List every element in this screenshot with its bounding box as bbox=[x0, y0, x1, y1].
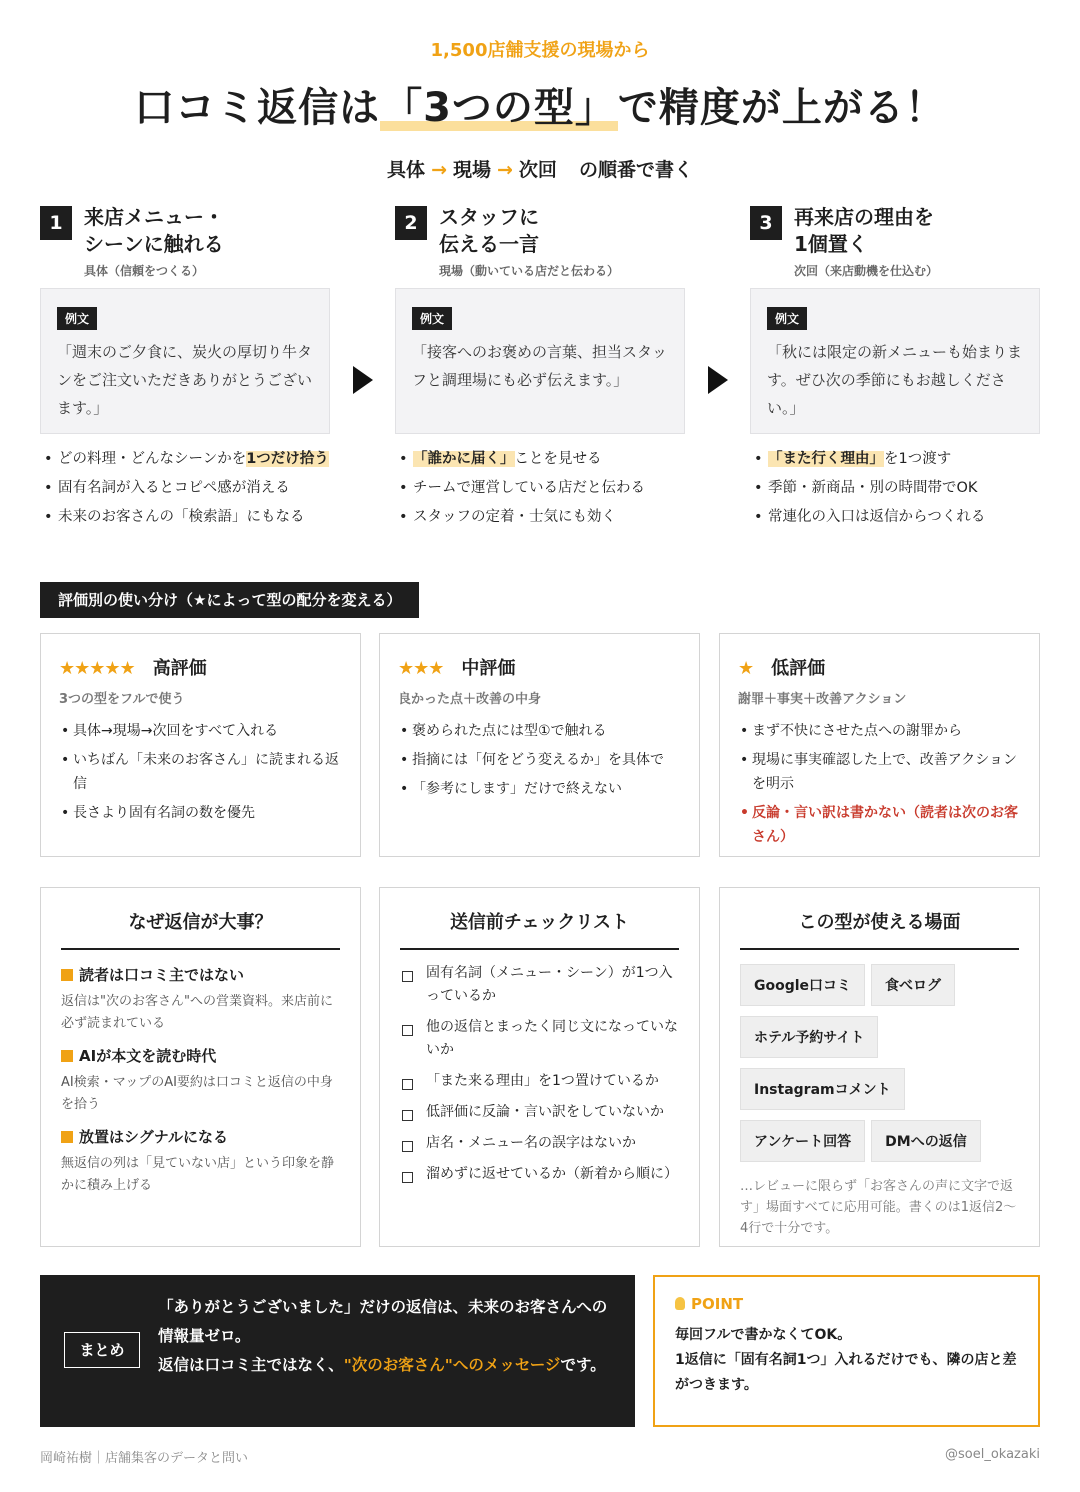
step-bullets bbox=[40, 448, 330, 529]
point-title: POINT bbox=[691, 1295, 744, 1313]
summary-emphasis: "次のお客さん"へのメッセージ bbox=[343, 1356, 561, 1374]
example-box bbox=[40, 288, 330, 434]
bullet-highlight: 「誰かに届く」 bbox=[413, 451, 515, 467]
rating-card-high bbox=[40, 633, 361, 857]
pretitle: 1,500店舗支援の現場から bbox=[430, 40, 650, 61]
example-tag: 例文 bbox=[412, 307, 452, 330]
why-item bbox=[61, 1126, 340, 1197]
bullet-text: を1つ渡す bbox=[884, 451, 952, 467]
card-title: 送信前チェックリスト bbox=[400, 908, 679, 950]
step-subtitle: 現場（動いている店だと伝わる） bbox=[439, 264, 620, 278]
subtitle bbox=[0, 155, 1080, 182]
example-text: 「秋には限定の新メニューも始まります。ぜひ次の季節にもお越しください。」 bbox=[767, 343, 1023, 417]
bullet-text: どの料理・どんなシーンかを bbox=[58, 451, 247, 467]
header bbox=[0, 36, 1080, 182]
section-label: 評価別の使い分け（★によって型の配分を変える） bbox=[40, 582, 419, 618]
rating-name: 低評価 bbox=[771, 658, 826, 679]
why-item bbox=[61, 1045, 340, 1116]
scene-note: …レビューに限らず「お客さんの声に文字で返す」場面すべてに応用可能。書くのは1返信2〜4行で十分です。 bbox=[740, 1179, 1017, 1236]
step-subtitle: 具体（信頼をつくる） bbox=[84, 264, 205, 278]
why-head bbox=[61, 1045, 340, 1066]
page-title bbox=[0, 76, 1080, 133]
checklist-item: 低評価に反論・言い訳をしていないか bbox=[400, 1101, 679, 1124]
step-title-line: 1個置く bbox=[794, 232, 868, 256]
why-head bbox=[61, 1126, 340, 1147]
example-tag: 例文 bbox=[767, 307, 807, 330]
why-head-text: 読者は口コミ主ではない bbox=[79, 966, 245, 984]
checklist-item: 溜めずに返せているか（新着から順に） bbox=[400, 1163, 679, 1186]
summary-box bbox=[40, 1275, 635, 1427]
list-item: • 固有名詞が入るとコピペ感が消える bbox=[40, 477, 330, 500]
rating-subtitle: 3つの型をフルで使う bbox=[59, 692, 185, 707]
list-item: • 現場に事実確認した上で、改善アクションを明示 bbox=[738, 748, 1021, 796]
star-icon: ★★★ bbox=[398, 658, 444, 679]
star-icon: ★★★★★ bbox=[59, 658, 135, 679]
step-card-1 bbox=[40, 204, 330, 535]
list-item: • まず不快にさせた点への謝罪から bbox=[738, 719, 1021, 743]
subtitle-step-1: 具体 bbox=[387, 159, 426, 181]
checklist-item: 「また来る理由」を1つ置けているか bbox=[400, 1070, 679, 1093]
step-head bbox=[40, 204, 330, 286]
step-title-line: シーンに触れる bbox=[84, 232, 224, 256]
title-pre: 口コミ返信は bbox=[134, 85, 381, 131]
footer-handle: @soel_okazaki bbox=[945, 1447, 1040, 1462]
step-title-line: スタッフに bbox=[439, 205, 539, 229]
point-line: 毎回フルで書かなくてOK。 bbox=[675, 1327, 852, 1343]
warning-item: • 反論・言い訳は書かない（読者は次のお客さん） bbox=[738, 801, 1021, 849]
step-bullets bbox=[750, 448, 1040, 529]
why-item bbox=[61, 964, 340, 1035]
step-title-line: 来店メニュー・ bbox=[84, 205, 224, 229]
square-bullet-icon bbox=[61, 969, 73, 981]
why-list bbox=[61, 964, 340, 1197]
subtitle-tail: の順番で書く bbox=[578, 159, 693, 181]
subtitle-step-3: 次回 bbox=[518, 159, 557, 181]
point-header bbox=[675, 1295, 1018, 1313]
why-body: AI検索・マップのAI要約は口コミと返信の中身を拾う bbox=[61, 1075, 333, 1112]
rating-list bbox=[398, 719, 681, 801]
rating-list bbox=[738, 719, 1021, 849]
arrow-right-icon bbox=[708, 366, 728, 394]
why-body: 無返信の列は「見ていない店」という印象を静かに積み上げる bbox=[61, 1156, 335, 1193]
list-item: • 季節・新商品・別の時間帯でOK bbox=[750, 477, 1040, 500]
why-card bbox=[40, 887, 361, 1247]
why-head-text: AIが本文を読む時代 bbox=[79, 1047, 217, 1065]
square-bullet-icon bbox=[61, 1131, 73, 1143]
step-number: 2 bbox=[395, 206, 427, 240]
bullet-text: ことを見せる bbox=[514, 451, 602, 467]
lightbulb-icon bbox=[675, 1297, 685, 1310]
why-body: 返信は"次のお客さん"への営業資料。来店前に必ず読まれている bbox=[61, 994, 333, 1031]
point-box bbox=[653, 1275, 1040, 1427]
rating-header bbox=[59, 654, 342, 680]
list-item: • スタッフの定着・士気にも効く bbox=[395, 506, 685, 529]
scene-chips bbox=[740, 964, 1019, 1172]
scene-chip: ホテル予約サイト bbox=[740, 1016, 878, 1058]
rating-header bbox=[398, 654, 681, 680]
example-text: 「接客へのお褒めの言葉、担当スタッフと調理場にも必ず伝えます。」 bbox=[412, 343, 668, 389]
square-bullet-icon bbox=[61, 1050, 73, 1062]
step-head bbox=[750, 204, 1040, 286]
arrow-icon: → bbox=[497, 159, 513, 181]
scenes-card bbox=[719, 887, 1040, 1247]
scene-chip: Instagramコメント bbox=[740, 1068, 905, 1110]
subtitle-step-2: 現場 bbox=[452, 159, 491, 181]
example-box bbox=[750, 288, 1040, 434]
why-head-text: 放置はシグナルになる bbox=[79, 1128, 228, 1146]
list-item: • 褒められた点には型①で触れる bbox=[398, 719, 681, 743]
checklist-item: 固有名詞（メニュー・シーン）が1つ入っているか bbox=[400, 962, 679, 1008]
rating-card-mid bbox=[379, 633, 700, 857]
list-item bbox=[750, 448, 1040, 471]
scene-chip: アンケート回答 bbox=[740, 1120, 865, 1162]
list-item bbox=[40, 448, 330, 471]
list-item: • 常連化の入口は返信からつくれる bbox=[750, 506, 1040, 529]
why-head bbox=[61, 964, 340, 985]
step-card-2 bbox=[395, 204, 685, 535]
step-title bbox=[794, 204, 934, 258]
rating-header bbox=[738, 654, 1021, 680]
list-item: • 未来のお客さんの「検索語」にもなる bbox=[40, 506, 330, 529]
checklist bbox=[400, 962, 679, 1186]
footer-author: 岡崎祐樹｜店舗集客のデータと問い bbox=[40, 1451, 249, 1466]
summary-text-pre: 返信は口コミ主ではなく、 bbox=[158, 1356, 344, 1374]
checklist-item: 他の返信とまったく同じ文になっていないか bbox=[400, 1016, 679, 1062]
list-item: • 「参考にします」だけで終えない bbox=[398, 777, 681, 801]
summary-line bbox=[158, 1351, 618, 1380]
bullet-highlight: 1つだけ拾う bbox=[246, 451, 329, 467]
card-title: この型が使える場面 bbox=[740, 908, 1019, 950]
step-bullets bbox=[395, 448, 685, 529]
example-text: 「週末のご夕食に、炭火の厚切り牛タンをご注文いただきありがとうございます。」 bbox=[57, 343, 313, 417]
step-title bbox=[84, 204, 224, 258]
arrow-right-icon bbox=[353, 366, 373, 394]
step-number: 1 bbox=[40, 206, 72, 240]
list-item: • チームで運営している店だと伝わる bbox=[395, 477, 685, 500]
step-title-line: 再来店の理由を bbox=[794, 205, 934, 229]
step-card-3 bbox=[750, 204, 1040, 535]
example-box bbox=[395, 288, 685, 434]
rating-list bbox=[59, 719, 342, 825]
summary-text-post: です。 bbox=[560, 1356, 606, 1374]
title-post: で精度が上がる！ bbox=[617, 85, 946, 131]
rating-subtitle: 良かった点＋改善の中身 bbox=[398, 692, 542, 707]
star-icon: ★ bbox=[738, 658, 754, 679]
rating-name: 中評価 bbox=[461, 658, 516, 679]
title-highlight: 「3つの型」 bbox=[382, 85, 616, 131]
point-line: 1返信に「固有名詞1つ」入れるだけでも、隣の店と差がつきます。 bbox=[675, 1352, 1017, 1393]
scene-chip: DMへの返信 bbox=[871, 1120, 981, 1162]
rating-name: 高評価 bbox=[152, 658, 207, 679]
step-title-line: 伝える一言 bbox=[439, 232, 539, 256]
steps-section bbox=[40, 204, 1040, 554]
rating-card-low bbox=[719, 633, 1040, 857]
summary-text bbox=[158, 1293, 618, 1380]
point-body bbox=[675, 1323, 1018, 1398]
list-item bbox=[395, 448, 685, 471]
list-item: • いちばん「未来のお客さん」に読まれる返信 bbox=[59, 748, 342, 796]
summary-line: 「ありがとうございました」だけの返信は、未来のお客さんへの情報量ゼロ。 bbox=[158, 1298, 608, 1345]
scene-chip: Google口コミ bbox=[740, 964, 865, 1006]
list-item: • 長さより固有名詞の数を優先 bbox=[59, 801, 342, 825]
checklist-card bbox=[379, 887, 700, 1247]
summary-label: まとめ bbox=[64, 1332, 140, 1368]
step-title bbox=[439, 204, 539, 258]
scene-chip: 食べログ bbox=[871, 964, 955, 1006]
step-head bbox=[395, 204, 685, 286]
rating-cards bbox=[40, 633, 1040, 857]
example-tag: 例文 bbox=[57, 307, 97, 330]
list-item: • 具体→現場→次回をすべて入れる bbox=[59, 719, 342, 743]
checklist-item: 店名・メニュー名の誤字はないか bbox=[400, 1132, 679, 1155]
list-item: • 指摘には「何をどう変えるか」を具体で bbox=[398, 748, 681, 772]
info-cards bbox=[40, 887, 1040, 1247]
card-title: なぜ返信が大事？ bbox=[61, 908, 340, 950]
step-subtitle: 次回（来店動機を仕込む） bbox=[794, 264, 939, 278]
rating-subtitle: 謝罪＋事実＋改善アクション bbox=[738, 692, 907, 707]
step-number: 3 bbox=[750, 206, 782, 240]
arrow-icon: → bbox=[431, 159, 447, 181]
bullet-highlight: 「また行く理由」 bbox=[768, 451, 884, 467]
